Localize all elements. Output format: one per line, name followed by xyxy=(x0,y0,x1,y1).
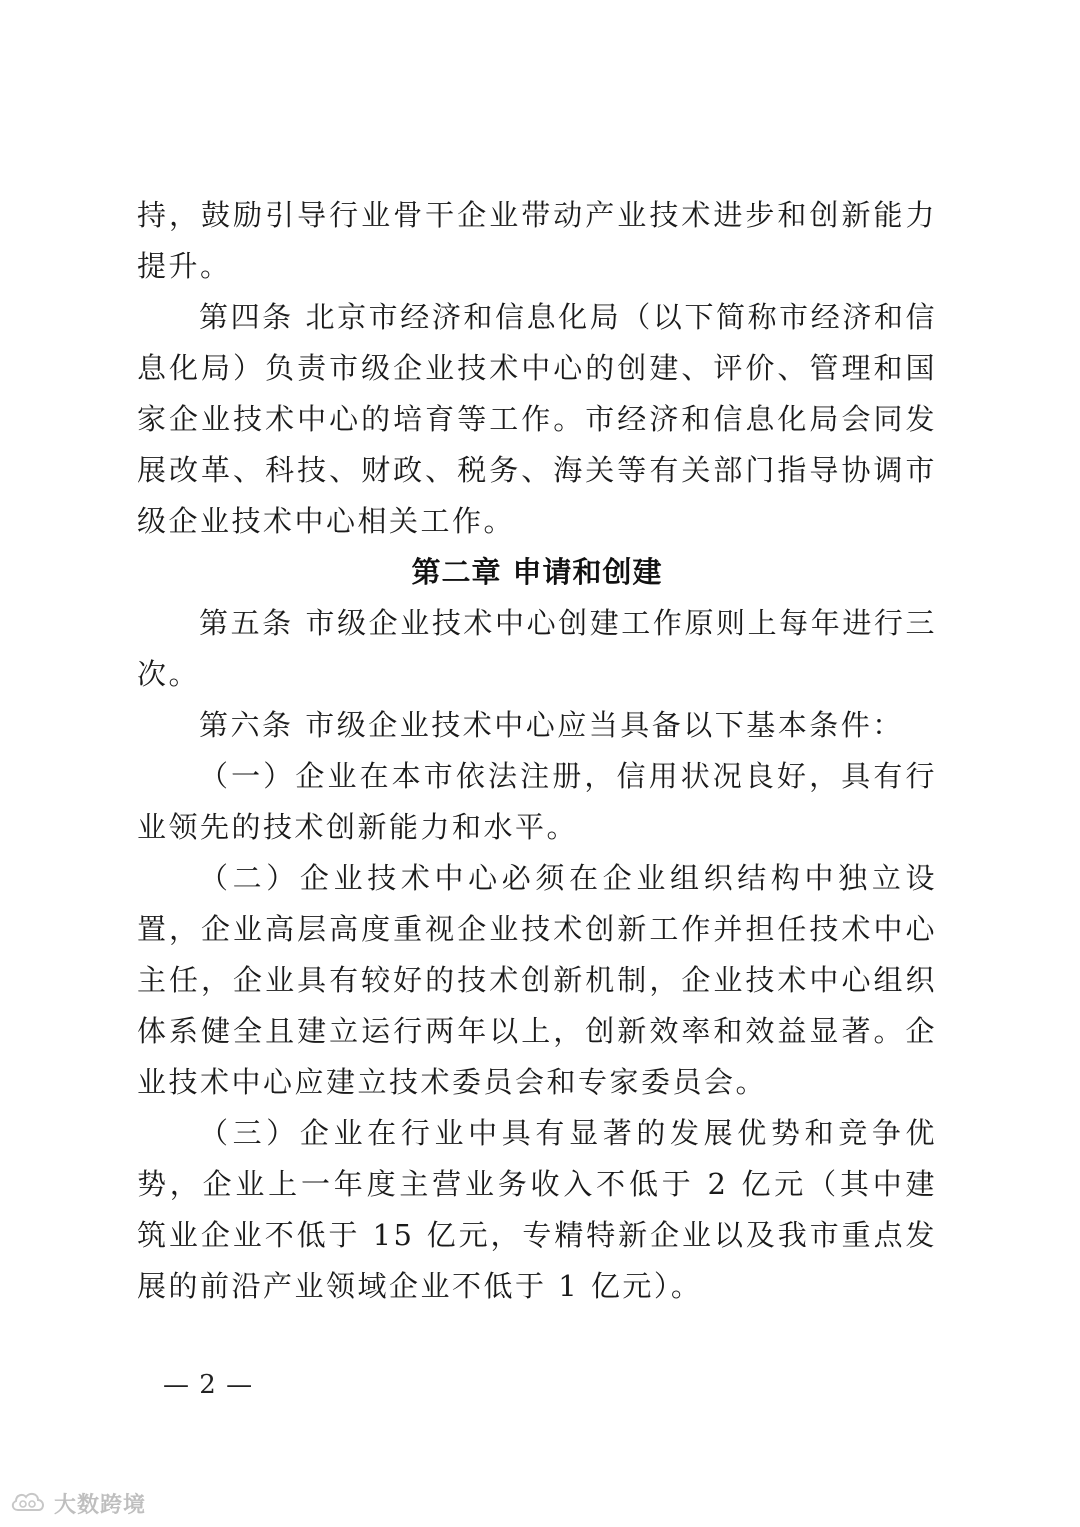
condition-3-paragraph: （三）企业在行业中具有显著的发展优势和竞争优势，企业上一年度主营业务收入不低于 2 亿元（其中建筑业企业不低于 15 亿元，专精特新企业以及我市重点发展的前沿产业领域企业不低于 1 亿元）。 xyxy=(137,1116,937,1303)
chapter-heading: 第二章 申请和创建 xyxy=(411,555,663,589)
article-4-paragraph: 第四条 北京市经济和信息化局（以下简称市经济和信息化局）负责市级企业技术中心的创建、评价、管理和国家企业技术中心的培育等工作。市经济和信息化局会同发展改革、科技、财政、税务、海关等有关部门指导协调市级企业技术中心相关工作。 xyxy=(137,300,937,538)
page-number: — 2 — xyxy=(163,1370,254,1400)
article-5-paragraph: 第五条 市级企业技术中心创建工作原则上每年进行三次。 xyxy=(137,606,937,691)
cloud-logo-icon xyxy=(8,1490,48,1516)
paragraph-continuation: 持，鼓励引导行业骨干企业带动产业技术进步和创新能力提升。 xyxy=(137,198,937,283)
watermark xyxy=(8,1488,146,1518)
document-body xyxy=(137,190,937,1312)
condition-2-paragraph: （二）企业技术中心必须在企业组织结构中独立设置，企业高层高度重视企业技术创新工作并担任技术中心主任，企业具有较好的技术创新机制，企业技术中心组织体系健全且建立运行两年以上，创新效率和效益显著。企业技术中心应建立技术委员会和专家委员会。 xyxy=(137,861,937,1099)
condition-1-paragraph: （一）企业在本市依法注册，信用状况良好，具有行业领先的技术创新能力和水平。 xyxy=(137,759,937,844)
article-6-paragraph: 第六条 市级企业技术中心应当具备以下基本条件： xyxy=(199,708,904,742)
watermark-text: 大数跨境 xyxy=(54,1492,147,1518)
